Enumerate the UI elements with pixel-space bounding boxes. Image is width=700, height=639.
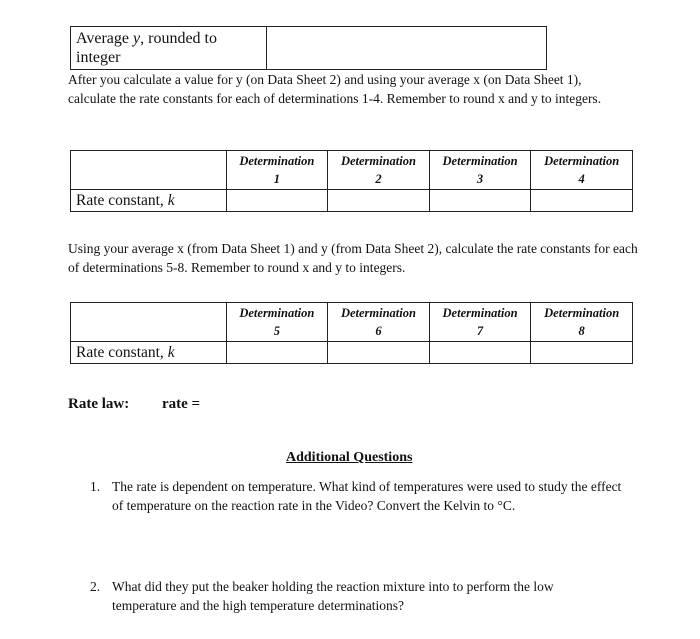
table2-cell-5[interactable] (226, 342, 328, 364)
table2-header-5: Determination 5 (226, 303, 328, 342)
table2-header-6: Determination 6 (328, 303, 430, 342)
average-y-label-var: y (133, 30, 141, 47)
question-1-text: The rate is dependent on temperature. What kind of temperatures were used to study the effect of temperature on the reaction rate in the Video? Convert the Kelvin to °C. (112, 479, 622, 513)
question-2 (90, 577, 635, 617)
instructions-paragraph-1: After you calculate a value for y (on Data Sheet 2) and using your average x (on Data Sheet 1), calculate the rate constants for each of determinations 1-4. Remember to round x and y to integers. (68, 72, 602, 106)
table1-cell-1[interactable] (226, 190, 328, 212)
table2-cell-8[interactable] (531, 342, 633, 364)
question-2-text: What did they put the beaker holding the reaction mixture into to perform the low temperature and the high temperature determinations? (112, 579, 554, 613)
rate-law-label: Rate law: (68, 396, 130, 412)
average-y-table (70, 26, 547, 70)
question-1-number: 1. (90, 479, 101, 494)
table1-cell-4[interactable] (531, 190, 633, 212)
instructions-paragraph-2: Using your average x (from Data Sheet 1) and y (from Data Sheet 2), calculate the rate constants for each of determinations 5-8. Remember to round x and y to integers. (68, 241, 638, 275)
table1-header-1: Determination 1 (226, 151, 328, 190)
average-y-label-suffix: , rounded to (140, 30, 217, 47)
table1-row-label: Rate constant, k (71, 190, 227, 212)
table1-cell-2[interactable] (328, 190, 430, 212)
table2-cell-6[interactable] (328, 342, 430, 364)
table1-header-2: Determination 2 (328, 151, 430, 190)
table1-header-4: Determination 4 (531, 151, 633, 190)
rate-constant-table-2 (70, 302, 633, 364)
table2-header-8: Determination 8 (531, 303, 633, 342)
table2-row-label: Rate constant, k (71, 342, 227, 364)
average-y-label-text: Average (76, 30, 133, 47)
average-y-label-line2: integer (76, 49, 121, 66)
additional-questions-title: Additional Questions (286, 450, 413, 465)
table2-corner-cell (71, 303, 227, 342)
rate-law-expression: rate = (162, 396, 201, 412)
table2-header-7: Determination 7 (429, 303, 531, 342)
average-y-label (71, 27, 267, 70)
rate-constant-table-1 (70, 150, 633, 212)
question-2-number: 2. (90, 579, 101, 594)
table2-cell-7[interactable] (429, 342, 531, 364)
table1-cell-3[interactable] (429, 190, 531, 212)
table1-corner-cell (71, 151, 227, 190)
average-y-value-cell[interactable] (267, 27, 547, 70)
question-1 (90, 477, 635, 517)
table1-header-3: Determination 3 (429, 151, 531, 190)
